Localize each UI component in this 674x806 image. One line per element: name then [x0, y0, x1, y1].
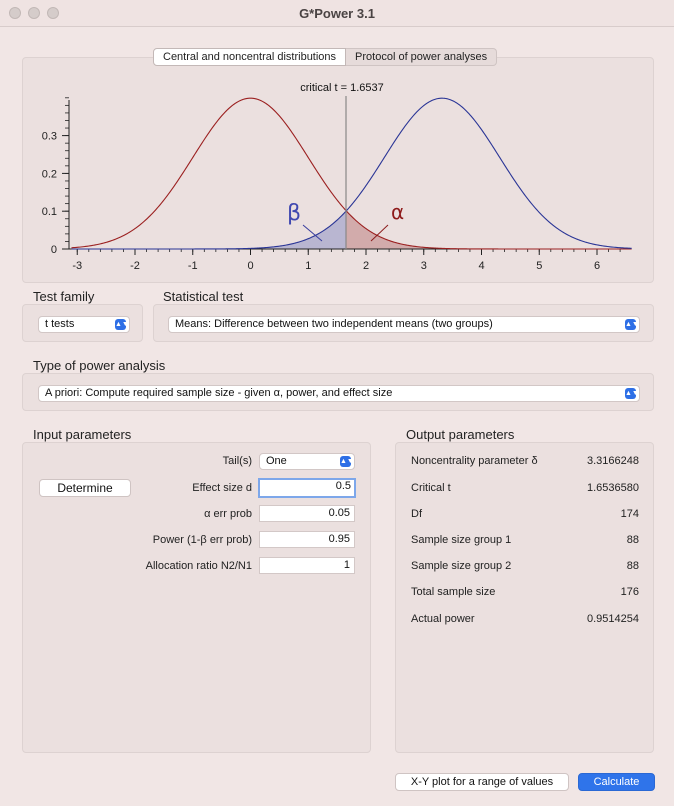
y-tick-label: 0 — [50, 244, 57, 256]
output-parameters-panel — [395, 442, 654, 753]
test-family-value: t tests — [45, 318, 75, 330]
statistical-test-label: Statistical test — [163, 289, 244, 304]
output-label: Df — [411, 508, 422, 520]
output-row-df — [411, 508, 639, 520]
test-family-select[interactable] — [38, 316, 130, 333]
distribution-chart — [0, 0, 674, 290]
output-row-sample-size-1 — [411, 534, 639, 546]
x-tick-label: 4 — [478, 260, 485, 272]
x-tick-label: 1 — [305, 260, 312, 272]
test-family-label: Test family — [33, 289, 95, 304]
statistical-test-value: Means: Difference between two independent means (two groups) — [175, 318, 493, 330]
select-chevron-icon: ▲▼ — [115, 321, 129, 328]
x-tick-label: 3 — [420, 260, 427, 272]
output-label: Noncentrality parameter δ — [411, 455, 538, 467]
calculate-button[interactable]: Calculate — [578, 773, 655, 791]
beta-area — [71, 211, 346, 249]
power-analysis-label: Type of power analysis — [33, 358, 166, 373]
allocation-ratio-input[interactable]: 1 — [259, 557, 355, 574]
output-value: 0.9514254 — [587, 613, 639, 625]
window-title: G*Power 3.1 — [299, 6, 375, 21]
x-tick-label: 6 — [593, 260, 601, 272]
power-input[interactable]: 0.95 — [259, 531, 355, 548]
tails-select[interactable] — [259, 453, 355, 470]
input-parameters-title: Input parameters — [33, 427, 132, 442]
x-tick-label: 5 — [536, 260, 543, 272]
beta-label: β — [287, 201, 302, 226]
power-analysis-value: A priori: Compute required sample size - given α, power, and effect size — [45, 387, 393, 399]
output-value: 3.3166248 — [587, 455, 639, 467]
output-row-actual-power — [411, 613, 639, 625]
output-value: 88 — [626, 560, 639, 572]
output-label: Sample size group 1 — [411, 534, 512, 546]
output-label: Critical t — [411, 482, 451, 494]
power-label: Power (1-β err prob) — [152, 534, 252, 546]
output-value: 1.6536580 — [587, 482, 639, 494]
tails-label: Tail(s) — [222, 455, 252, 467]
output-value: 174 — [620, 508, 639, 520]
alpha-err-label: α err prob — [204, 508, 252, 520]
tab-protocol[interactable]: Protocol of power analyses — [346, 48, 497, 66]
effect-size-input[interactable]: 0.5 — [258, 478, 356, 498]
output-label: Actual power — [411, 613, 475, 625]
allocation-ratio-label: Allocation ratio N2/N1 — [145, 560, 252, 572]
y-tick-label: 0.3 — [41, 130, 57, 143]
output-label: Sample size group 2 — [411, 560, 512, 572]
power-analysis-select[interactable] — [38, 385, 640, 402]
x-tick-label: 0 — [247, 260, 254, 272]
x-tick-label: -3 — [72, 260, 83, 272]
output-row-noncentrality — [411, 455, 639, 467]
critical-t-label: critical t = 1.6537 — [300, 82, 384, 94]
x-tick-label: 2 — [362, 260, 370, 272]
output-row-sample-size-2 — [411, 560, 639, 572]
y-tick-label: 0.1 — [41, 206, 57, 219]
alpha-label: α — [391, 200, 405, 224]
select-chevron-icon: ▲▼ — [340, 458, 354, 465]
tab-distributions[interactable]: Central and noncentral distributions — [153, 48, 346, 66]
output-value: 176 — [620, 586, 639, 598]
statistical-test-select[interactable] — [168, 316, 640, 333]
output-row-critical-t — [411, 482, 639, 494]
tails-value: One — [266, 455, 287, 467]
output-value: 88 — [626, 534, 639, 546]
x-tick-label: -1 — [187, 260, 198, 272]
output-row-total-sample-size — [411, 586, 639, 598]
determine-button[interactable]: Determine — [39, 479, 131, 497]
alpha-err-input[interactable]: 0.05 — [259, 505, 355, 522]
output-parameters-title: Output parameters — [406, 427, 515, 442]
y-tick-label: 0.2 — [41, 168, 57, 181]
select-chevron-icon: ▲▼ — [625, 390, 639, 397]
x-tick-label: -2 — [130, 260, 140, 272]
output-label: Total sample size — [411, 586, 496, 598]
effect-size-label: Effect size d — [192, 482, 252, 494]
select-chevron-icon: ▲▼ — [625, 321, 639, 328]
xy-plot-button[interactable]: X-Y plot for a range of values — [395, 773, 569, 791]
